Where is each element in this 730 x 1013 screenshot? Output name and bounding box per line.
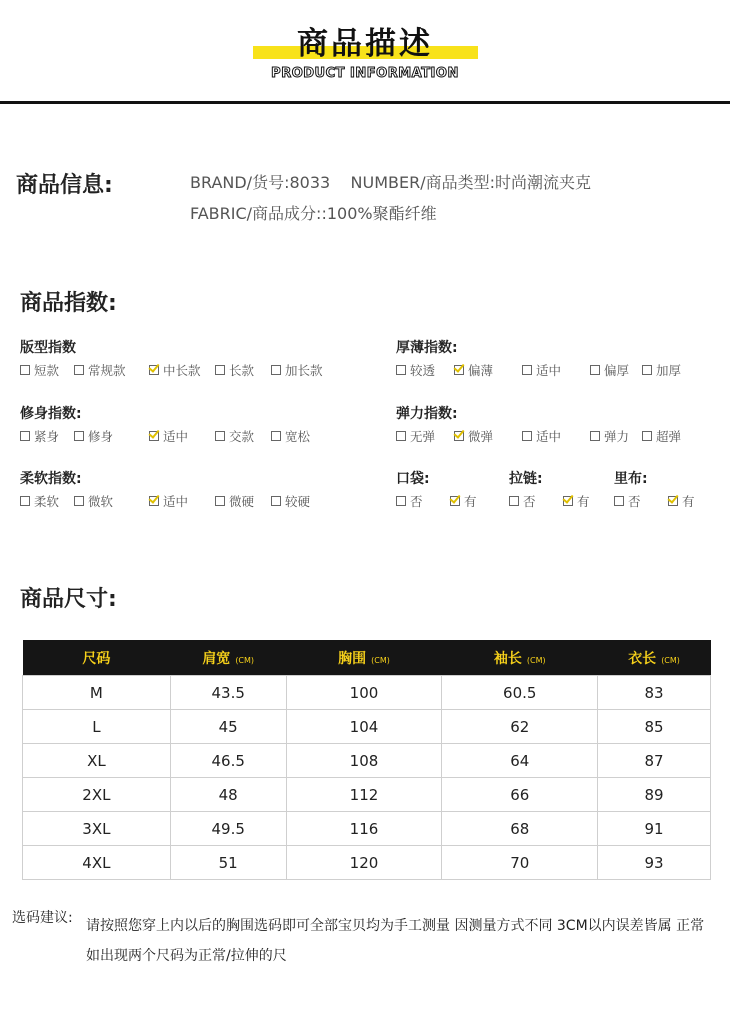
index-option-label: 弹力 xyxy=(604,429,630,444)
checkbox-icon xyxy=(396,431,406,441)
checkbox-icon xyxy=(522,365,532,375)
index-group-title: 弹力指数: xyxy=(396,406,458,422)
header-divider xyxy=(0,101,730,104)
index-option xyxy=(522,427,561,445)
product-info-heading: 商品信息: xyxy=(16,173,113,198)
page-title: 商品描述 xyxy=(297,26,433,62)
index-option-label: 交款 xyxy=(229,429,255,444)
size-column-header xyxy=(442,640,598,676)
index-option-label: 有 xyxy=(577,494,590,509)
index-option-label: 微软 xyxy=(88,494,114,509)
measurement-cell: 51 xyxy=(170,846,286,880)
checkbox-icon xyxy=(522,431,532,441)
checkbox-icon xyxy=(614,496,624,506)
index-option xyxy=(396,361,435,379)
column-unit: (CM) xyxy=(661,655,680,665)
measurement-cell: 87 xyxy=(598,744,711,778)
index-option xyxy=(74,361,126,379)
measurement-cell: 93 xyxy=(598,846,711,880)
index-option-label: 修身 xyxy=(88,429,114,444)
measurement-cell: 104 xyxy=(286,710,442,744)
column-label: 袖长 xyxy=(493,650,522,667)
index-option xyxy=(668,492,695,510)
index-option xyxy=(642,427,681,445)
checkbox-icon xyxy=(215,431,225,441)
index-option-label: 有 xyxy=(682,494,695,509)
checkbox-icon xyxy=(509,496,519,506)
size-table xyxy=(22,640,711,880)
index-option-label: 中长款 xyxy=(163,363,201,378)
column-label: 尺码 xyxy=(82,650,111,667)
column-label: 胸围 xyxy=(338,650,367,667)
measurement-cell: 108 xyxy=(286,744,442,778)
index-option xyxy=(20,492,59,510)
index-option xyxy=(271,427,310,445)
size-label-cell: M xyxy=(23,676,171,710)
checkbox-icon xyxy=(20,431,30,441)
index-option-label: 微硬 xyxy=(229,494,255,509)
index-option-label: 适中 xyxy=(536,429,562,444)
table-row xyxy=(23,676,711,710)
checked-checkbox-icon xyxy=(450,496,460,506)
index-option-label: 加长款 xyxy=(285,363,323,378)
measurement-cell: 62 xyxy=(442,710,598,744)
checkbox-icon xyxy=(396,496,406,506)
checkbox-icon xyxy=(74,365,84,375)
size-tip-text: 请按照您穿上内以后的胸围选码即可全部宝贝均为手工测量 因测量方式不同 3CM以内误差皆属 正常 如出现两个尺码为正常/拉伸的尺 xyxy=(86,918,705,964)
size-table-body xyxy=(23,676,711,880)
checkbox-icon xyxy=(74,496,84,506)
index-option-label: 适中 xyxy=(163,494,189,509)
column-label: 肩宽 xyxy=(202,650,231,667)
index-option xyxy=(590,361,629,379)
measurement-cell: 120 xyxy=(286,846,442,880)
checkbox-icon xyxy=(396,365,406,375)
index-option-label: 长款 xyxy=(229,363,255,378)
size-heading: 商品尺寸: xyxy=(20,587,117,612)
checkbox-icon xyxy=(590,431,600,441)
index-option xyxy=(271,361,323,379)
size-column-header xyxy=(23,640,171,676)
table-row xyxy=(23,778,711,812)
index-option-label: 否 xyxy=(628,494,641,509)
checkbox-icon xyxy=(271,431,281,441)
index-option xyxy=(522,361,561,379)
index-option xyxy=(450,492,477,510)
column-unit: (CM) xyxy=(371,655,390,665)
column-label: 衣长 xyxy=(628,650,657,667)
size-column-header xyxy=(286,640,442,676)
index-group-title: 厚薄指数: xyxy=(396,340,458,356)
checked-checkbox-icon xyxy=(563,496,573,506)
index-option-label: 较硬 xyxy=(285,494,311,509)
measurement-cell: 48 xyxy=(170,778,286,812)
product-info-line-1: BRAND/货号:8033 NUMBER/商品类型:时尚潮流夹克 xyxy=(190,173,591,192)
index-option-label: 否 xyxy=(410,494,423,509)
index-option-label: 常规款 xyxy=(88,363,126,378)
product-info-line-2: FABRIC/商品成分::100%聚酯纤维 xyxy=(190,204,437,223)
measurement-cell: 112 xyxy=(286,778,442,812)
feature-title: 拉链: xyxy=(509,471,543,487)
index-option xyxy=(396,492,423,510)
index-option xyxy=(20,361,59,379)
checked-checkbox-icon xyxy=(454,431,464,441)
measurement-cell: 60.5 xyxy=(442,676,598,710)
measurement-cell: 85 xyxy=(598,710,711,744)
feature-title: 口袋: xyxy=(396,471,430,487)
size-column-header xyxy=(598,640,711,676)
index-option-label: 宽松 xyxy=(285,429,311,444)
index-option xyxy=(74,492,113,510)
index-option xyxy=(454,427,493,445)
index-option xyxy=(509,492,536,510)
column-unit: (CM) xyxy=(526,655,546,665)
index-option-label: 适中 xyxy=(163,429,189,444)
size-label-cell: 3XL xyxy=(23,812,171,846)
index-option xyxy=(215,427,254,445)
size-column-header xyxy=(170,640,286,676)
index-option-label: 偏厚 xyxy=(604,363,630,378)
checkbox-icon xyxy=(74,431,84,441)
table-row xyxy=(23,744,711,778)
table-row xyxy=(23,846,711,880)
index-option-label: 柔软 xyxy=(34,494,60,509)
checkbox-icon xyxy=(271,365,281,375)
index-group-title: 修身指数: xyxy=(20,406,82,422)
checked-checkbox-icon xyxy=(454,365,464,375)
index-option xyxy=(271,492,310,510)
index-option-label: 否 xyxy=(523,494,536,509)
measurement-cell: 83 xyxy=(598,676,711,710)
index-option-label: 微弹 xyxy=(468,429,494,444)
checkbox-icon xyxy=(20,365,30,375)
size-label-cell: 2XL xyxy=(23,778,171,812)
index-option-label: 偏薄 xyxy=(468,363,494,378)
index-option-label: 加厚 xyxy=(656,363,682,378)
index-option-label: 较透 xyxy=(410,363,436,378)
measurement-cell: 70 xyxy=(442,846,598,880)
index-option xyxy=(563,492,590,510)
checkbox-icon xyxy=(590,365,600,375)
checkbox-icon xyxy=(642,365,652,375)
index-option xyxy=(614,492,641,510)
index-option xyxy=(590,427,629,445)
size-label-cell: 4XL xyxy=(23,846,171,880)
checked-checkbox-icon xyxy=(149,496,159,506)
index-option xyxy=(396,427,435,445)
index-option xyxy=(215,361,254,379)
product-index-heading: 商品指数: xyxy=(20,291,117,316)
checkbox-icon xyxy=(642,431,652,441)
column-unit: (CM) xyxy=(235,655,255,665)
measurement-cell: 46.5 xyxy=(170,744,286,778)
measurement-cell: 68 xyxy=(442,812,598,846)
index-option xyxy=(149,361,201,379)
size-tip-label: 选码建议: xyxy=(12,910,73,926)
checkbox-icon xyxy=(271,496,281,506)
index-group-title: 版型指数 xyxy=(20,340,76,356)
measurement-cell: 91 xyxy=(598,812,711,846)
index-option-label: 适中 xyxy=(536,363,562,378)
index-option xyxy=(149,492,188,510)
measurement-cell: 89 xyxy=(598,778,711,812)
index-option-label: 超弹 xyxy=(656,429,682,444)
measurement-cell: 49.5 xyxy=(170,812,286,846)
checked-checkbox-icon xyxy=(149,431,159,441)
index-option xyxy=(642,361,681,379)
measurement-cell: 66 xyxy=(442,778,598,812)
index-option-label: 紧身 xyxy=(34,429,60,444)
size-label-cell: XL xyxy=(23,744,171,778)
index-option xyxy=(149,427,188,445)
measurement-cell: 116 xyxy=(286,812,442,846)
measurement-cell: 45 xyxy=(170,710,286,744)
index-option xyxy=(74,427,113,445)
index-option-label: 有 xyxy=(464,494,477,509)
checked-checkbox-icon xyxy=(149,365,159,375)
measurement-cell: 100 xyxy=(286,676,442,710)
measurement-cell: 64 xyxy=(442,744,598,778)
checked-checkbox-icon xyxy=(668,496,678,506)
checkbox-icon xyxy=(20,496,30,506)
table-row xyxy=(23,710,711,744)
table-row xyxy=(23,812,711,846)
feature-title: 里布: xyxy=(614,471,648,487)
index-option xyxy=(454,361,493,379)
checkbox-icon xyxy=(215,365,225,375)
index-option xyxy=(20,427,59,445)
size-label-cell: L xyxy=(23,710,171,744)
index-group-title: 柔软指数: xyxy=(20,471,82,487)
index-option xyxy=(215,492,254,510)
measurement-cell: 43.5 xyxy=(170,676,286,710)
index-option-label: 短款 xyxy=(34,363,60,378)
index-option-label: 无弹 xyxy=(410,429,436,444)
checkbox-icon xyxy=(215,496,225,506)
size-table-header xyxy=(23,640,711,676)
page-subtitle: PRODUCT INFORMATION xyxy=(271,66,459,81)
